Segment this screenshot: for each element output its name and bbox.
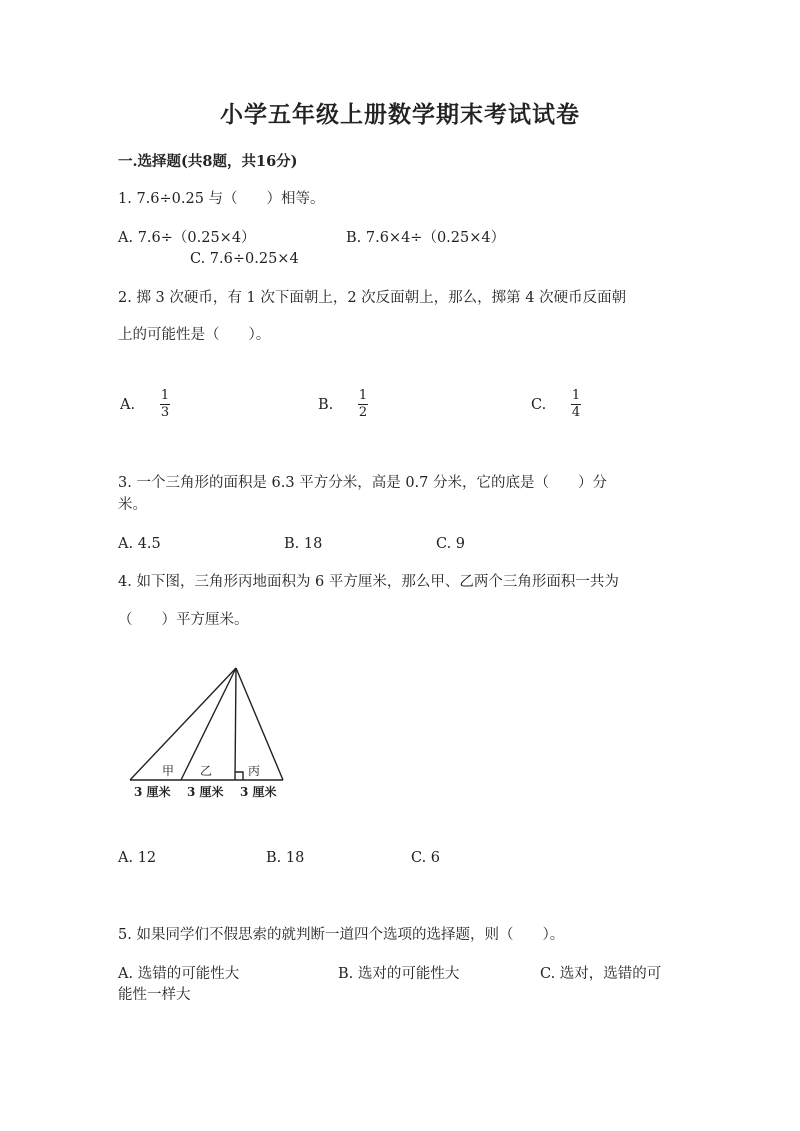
question-5-stem: 5. 如果同学们不假思索的就判断一道四个选项的选择题，则（ ）。: [118, 927, 565, 943]
question-2-option-c-label: C.: [531, 397, 547, 413]
question-1-stem: 1. 7.6÷0.25 与（ ）相等。: [118, 191, 325, 207]
question-4-stem-line-1: 4. 如下图，三角形丙地面积为 6 平方厘米，那么甲、乙两个三角形面积一共为: [118, 574, 619, 590]
segment-label-1: 3 厘米: [134, 785, 171, 799]
question-2-stem-line-1: 2. 掷 3 次硬币，有 1 次下面朝上，2 次反面朝上，那么，掷第 4 次硬币反面朝: [118, 290, 627, 306]
question-3-stem-line-1: 3. 一个三角形的面积是 6.3 平方分米，高是 0.7 分米，它的底是（ ）分: [118, 475, 607, 491]
left-side: [130, 668, 236, 780]
right-angle-mark: [235, 772, 243, 780]
question-4-option-c: C. 6: [411, 850, 441, 866]
question-2-option-c-fraction: [571, 389, 581, 420]
segment-label-3: 3 厘米: [240, 785, 277, 799]
question-3-option-c: C. 9: [436, 536, 466, 552]
section-heading: 一.选择题(共8题，共16分): [118, 153, 298, 170]
question-5-option-c-line-2: 能性一样大: [118, 987, 191, 1003]
question-2-option-a-label: A.: [120, 397, 136, 413]
fraction-denominator: 2: [358, 405, 368, 420]
question-1-option-a: A. 7.6÷（0.25×4）: [118, 230, 256, 246]
question-5-option-c-line-1: C. 选对，选错的可: [540, 966, 662, 982]
question-4-stem-line-2: （ ）平方厘米。: [118, 612, 249, 628]
segment-label-2: 3 厘米: [187, 785, 224, 799]
question-2-option-a-fraction: [160, 389, 170, 420]
question-1-option-b: B. 7.6×4÷（0.25×4）: [346, 230, 506, 246]
fraction-numerator: 1: [571, 388, 581, 403]
label-bing: 丙: [248, 764, 261, 778]
question-3-stem-line-2: 米。: [118, 497, 147, 513]
fraction-denominator: 4: [571, 405, 581, 420]
fraction-numerator: 1: [358, 388, 368, 403]
question-4-option-a: A. 12: [118, 850, 157, 866]
question-1-option-c: C. 7.6÷0.25×4: [190, 251, 299, 267]
label-jia: 甲: [162, 764, 175, 778]
page-title: 小学五年级上册数学期末考试试卷: [220, 101, 580, 128]
question-3-option-b: B. 18: [284, 536, 323, 552]
question-5-option-b: B. 选对的可能性大: [338, 966, 460, 982]
question-3-option-a: A. 4.5: [118, 536, 161, 552]
triangle-figure: [124, 662, 299, 804]
fraction-numerator: 1: [160, 388, 170, 403]
fraction-denominator: 3: [160, 405, 170, 420]
question-2-option-b-label: B.: [318, 397, 334, 413]
question-2-option-b-fraction: [358, 389, 368, 420]
label-yi: 乙: [200, 764, 213, 778]
height-line: [235, 668, 236, 780]
question-2-stem-line-2: 上的可能性是（ ）。: [118, 327, 271, 343]
question-4-option-b: B. 18: [266, 850, 305, 866]
question-5-option-a: A. 选错的可能性大: [118, 966, 240, 982]
